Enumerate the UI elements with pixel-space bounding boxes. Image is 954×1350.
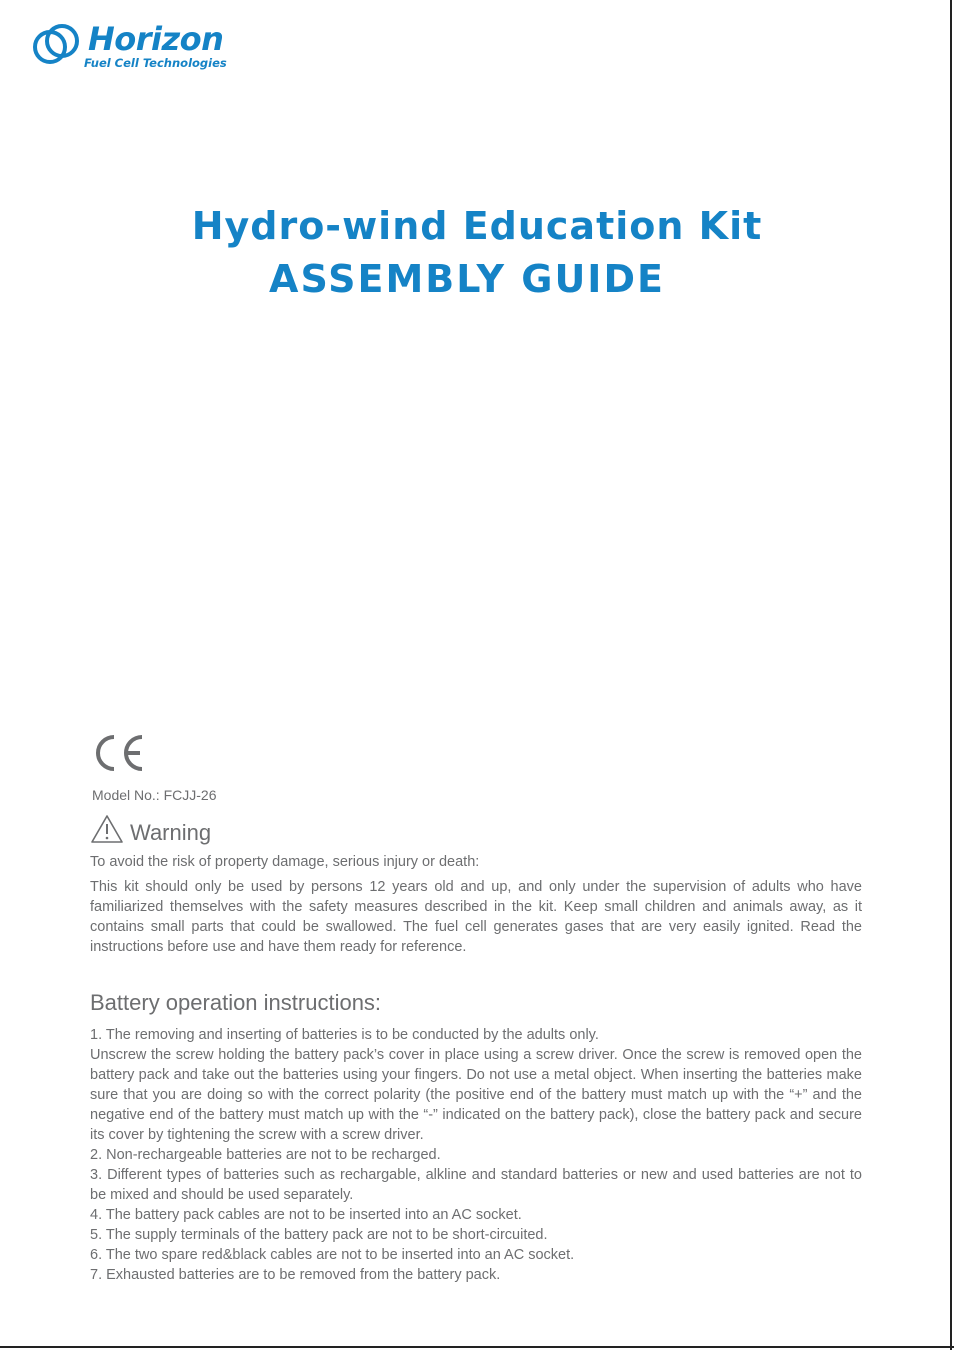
battery-item: 7. Exhausted batteries are to be removed from the battery pack. (90, 1267, 501, 1283)
horizon-logo-mark-icon (32, 20, 84, 72)
battery-item: 5. The supply terminals of the battery pack are not to be short-circuited. (90, 1227, 548, 1243)
battery-instructions (90, 1025, 862, 1285)
battery-item: 2. Non-rechargeable batteries are not to be recharged. (90, 1147, 441, 1163)
model-number: Model No.: FCJJ-26 (92, 787, 217, 803)
brand-tagline: Fuel Cell Technologies (84, 56, 227, 70)
warning-intro: To avoid the risk of property damage, serious injury or death: (90, 854, 480, 870)
page-border-bottom (0, 1346, 954, 1348)
brand-name: Horizon (88, 20, 224, 58)
battery-item: Unscrew the screw holding the battery pack’s cover in place using a screw driver. Once the screw is removed open the battery pack and take out the batteries using your fingers. Do not use a metal object. When inserting the batteries make sure that you are doing so with the correct polarity (the positive end of the battery must match up with the “+” and the negative end of the battery must match up with the “-” indicated on the battery pack), close the battery pack and secure its cover by tightening the screw with a screw driver. (90, 1047, 862, 1143)
warning-title: Warning (130, 820, 212, 845)
warning-triangle-icon (90, 814, 124, 844)
battery-item: 6. The two spare red&black cables are not to be inserted into an AC socket. (90, 1247, 575, 1263)
horizon-logo (32, 20, 242, 72)
battery-item: 3. Different types of batteries such as rechargable, alkline and standard batteries or new and used batteries are not to be mixed and should be used separately. (90, 1167, 862, 1203)
warning-body: This kit should only be used by persons 12 years old and up, and only under the supervision of adults who have familiarized themselves with the safety measures described in the kit. Keep small children and animals away, as it contains small parts that could be swallowed. The fuel cell generates gases that are very easily ignited. Read the instructions before use and have them ready for reference. (90, 879, 862, 955)
document-subtitle: ASSEMBLY GUIDE (269, 257, 665, 301)
ce-mark-icon (90, 733, 150, 773)
document-title: Hydro-wind Education Kit (191, 204, 763, 248)
battery-heading: Battery operation instructions: (90, 990, 382, 1015)
battery-item: 1. The removing and inserting of batteries is to be conducted by the adults only. (90, 1027, 599, 1043)
battery-item: 4. The battery pack cables are not to be inserted into an AC socket. (90, 1207, 522, 1223)
